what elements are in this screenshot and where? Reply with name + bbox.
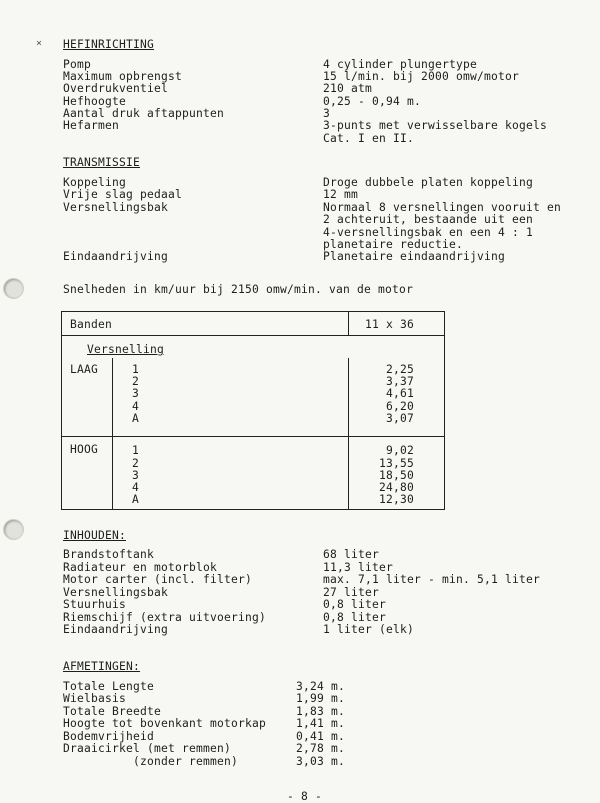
page-number: - 8 -: [287, 790, 323, 803]
gear-label: 4: [132, 481, 140, 494]
spec-value: 3-punts met verwisselbare kogels: [323, 119, 548, 132]
speed-value: 9,02: [385, 444, 414, 457]
spec-value: 0,8 liter: [323, 598, 387, 611]
spec-label: Brandstoftank: [63, 548, 155, 561]
spec-value: 4-versnellingsbak en een 4 : 1: [323, 226, 534, 239]
spec-value: 1 liter (elk): [323, 623, 415, 636]
spec-value: 11,3 liter: [323, 561, 394, 574]
spec-value: 0,25 - 0,94 m.: [323, 95, 422, 108]
spec-label: Radiateur en motorblok: [63, 561, 218, 574]
speed-value: 4,61: [385, 387, 414, 400]
section-title-hefinrichting: HEFINRICHTING: [63, 38, 155, 51]
spec-label: Motor carter (incl. filter): [63, 573, 253, 586]
spec-label: Hefhoogte: [63, 95, 127, 108]
banden-value: 11 x 36: [365, 318, 415, 331]
gear-label: A: [132, 412, 140, 425]
spec-label: Vrije slag pedaal: [63, 188, 183, 201]
section-title-afmetingen: AFMETINGEN:: [63, 660, 141, 673]
speed-value: 3,37: [385, 375, 414, 388]
table-border-bottom: [61, 509, 445, 510]
spec-label: Riemschijf (extra uitvoering): [63, 611, 267, 624]
spec-value: max. 7,1 liter - min. 5,1 liter: [323, 573, 541, 586]
speed-value: 18,50: [378, 469, 414, 482]
binder-hole-bottom: [4, 520, 23, 539]
spec-value: 0,8 liter: [323, 611, 387, 624]
section-title-transmissie: TRANSMISSIE: [63, 156, 141, 169]
spec-label: Wielbasis: [63, 692, 127, 705]
table-divider-vertical-gears: [112, 358, 113, 510]
spec-value: 210 atm: [323, 82, 373, 95]
spec-label: Pomp: [63, 58, 92, 71]
spec-label: Maximum opbrengst: [63, 70, 183, 83]
spec-value: Droge dubbele platen koppeling: [323, 176, 534, 189]
spec-value: 0,41 m.: [296, 730, 346, 743]
gear-label: 4: [132, 400, 140, 413]
spec-value: 3,03 m.: [296, 755, 346, 768]
speed-value: 13,55: [378, 457, 414, 470]
spec-label: Bodemvrijheid: [63, 730, 155, 743]
speed-value: 6,20: [385, 400, 414, 413]
table-divider-vertical-values: [348, 358, 349, 510]
spec-label: Totale Breedte: [63, 705, 162, 718]
section-title-inhouden: INHOUDEN:: [63, 529, 127, 542]
speed-value: 24,80: [378, 481, 414, 494]
laag-label: LAAG: [70, 363, 99, 376]
spec-label: Aantal druk aftappunten: [63, 107, 225, 120]
spec-value: Normaal 8 versnellingen vooruit en: [323, 201, 562, 214]
table-divider-laag-hoog: [61, 436, 445, 437]
spec-label: Koppeling: [63, 176, 127, 189]
spec-label: (zonder remmen): [63, 755, 239, 768]
gear-label: 1: [132, 444, 140, 457]
spec-value: 68 liter: [323, 548, 380, 561]
spec-value: 15 l/min. bij 2000 omw/motor: [323, 70, 520, 83]
hoog-label: HOOG: [70, 443, 99, 456]
spec-value: 27 liter: [323, 586, 380, 599]
gear-label: 2: [132, 375, 140, 388]
spec-value: 2,78 m.: [296, 742, 346, 755]
table-divider-vertical-top: [348, 311, 349, 336]
spec-value: 3,24 m.: [296, 680, 346, 693]
spec-value: 2 achteruit, bestaande uit een: [323, 213, 534, 226]
gear-label: 1: [132, 363, 140, 376]
spec-value: 1,83 m.: [296, 705, 346, 718]
spec-label: Hefarmen: [63, 119, 120, 132]
table-border-top: [61, 311, 445, 312]
table-divider-banden: [61, 335, 445, 336]
spec-label: Totale Lengte: [63, 680, 155, 693]
table-border-left: [61, 311, 62, 510]
spec-label: Stuurhuis: [63, 598, 127, 611]
spec-label: Versnellingsbak: [63, 201, 169, 214]
gear-label: 3: [132, 469, 140, 482]
pencil-mark-icon: ×: [36, 38, 43, 49]
spec-value: 4 cylinder plungertype: [323, 58, 478, 71]
speed-value: 2,25: [385, 363, 414, 376]
banden-label: Banden: [70, 318, 113, 331]
gear-label: A: [132, 493, 140, 506]
spec-value: 12 mm: [323, 188, 359, 201]
spec-value: 1,99 m.: [296, 692, 346, 705]
spec-label: Eindaandrijving: [63, 623, 169, 636]
spec-label: Eindaandrijving: [63, 250, 169, 263]
speed-intro-text: Snelheden in km/uur bij 2150 omw/min. van de motor: [63, 283, 414, 296]
spec-label: Hoogte tot bovenkant motorkap: [63, 717, 267, 730]
spec-label: Versnellingsbak: [63, 586, 169, 599]
spec-value: Planetaire eindaandrijving: [323, 250, 506, 263]
versnelling-header: Versnelling: [87, 343, 165, 356]
spec-label: Overdrukventiel: [63, 82, 169, 95]
speed-value: 3,07: [385, 412, 414, 425]
binder-hole-top: [4, 279, 23, 298]
spec-value: 3: [323, 107, 331, 120]
spec-value: Cat. I en II.: [323, 132, 415, 145]
spec-label: Draaicirkel (met remmen): [63, 742, 232, 755]
speed-value: 12,30: [378, 493, 414, 506]
gear-label: 2: [132, 457, 140, 470]
spec-value: planetaire reductie.: [323, 238, 464, 251]
table-border-right: [444, 311, 445, 510]
gear-label: 3: [132, 387, 140, 400]
spec-value: 1,41 m.: [296, 717, 346, 730]
